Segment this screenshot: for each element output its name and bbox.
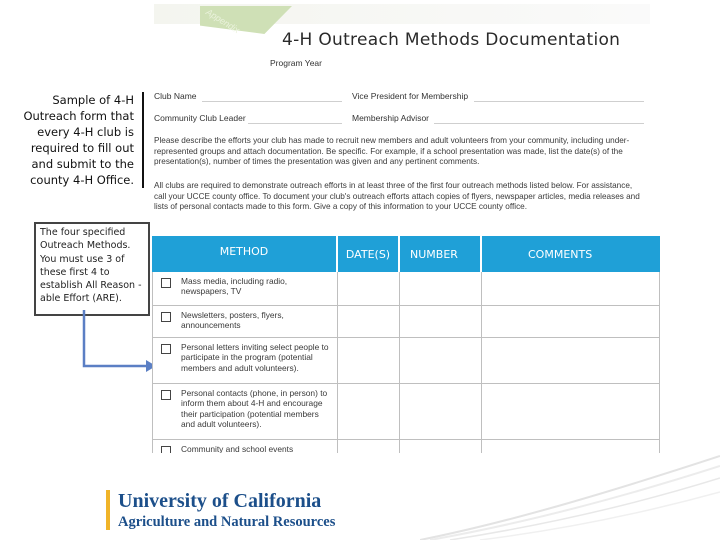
methods-table xyxy=(152,272,660,453)
table-row xyxy=(152,272,660,306)
date-cell[interactable] xyxy=(338,384,400,439)
vice-president-label: Vice President for Membership xyxy=(352,91,469,101)
method-text: Community and school events xyxy=(181,444,294,453)
vice-president-line xyxy=(474,101,644,102)
number-cell[interactable] xyxy=(400,272,482,305)
table-header xyxy=(152,236,660,272)
date-cell[interactable] xyxy=(338,306,400,337)
number-cell[interactable] xyxy=(400,338,482,383)
number-cell[interactable] xyxy=(400,384,482,439)
instructions-paragraph-1: Please describe the efforts your club has made to recruit new members and adult volunteers from your community, including under-represented groups and attach documentation. Be specific. For example, if a school presentation was made, list the date(s) of the presentation(s), number of times the presentation was given and any pertinent comments. xyxy=(154,136,630,167)
appendix-label: Appendix xyxy=(204,6,242,36)
checkbox[interactable] xyxy=(161,312,171,322)
checkbox[interactable] xyxy=(161,278,171,288)
number-cell[interactable] xyxy=(400,306,482,337)
uc-logo-bar xyxy=(106,490,110,530)
club-name-label: Club Name xyxy=(154,91,197,101)
comments-cell[interactable] xyxy=(482,272,660,305)
number-header: NUMBER xyxy=(400,236,482,272)
method-text: Mass media, including radio, newspapers, TV xyxy=(181,276,288,297)
checkbox[interactable] xyxy=(161,390,171,400)
instructions-paragraph-2: All clubs are required to demonstrate outreach efforts in at least three of the first four outreach methods listed below. For assistance, call your UCCE county office. To document your club's outreach efforts attach copies of flyers, newspaper articles, media releases and lists of personal contacts made to this form. Give a copy of this information to your UCCE county office. xyxy=(154,181,640,212)
checkbox[interactable] xyxy=(161,446,171,453)
membership-advisor-label: Membership Advisor xyxy=(352,113,430,123)
division-name: Agriculture and Natural Resources xyxy=(118,514,336,530)
date-cell[interactable] xyxy=(338,440,400,453)
decorative-swoosh-icon xyxy=(420,452,720,540)
method-header: METHOD xyxy=(152,236,338,272)
checkbox[interactable] xyxy=(161,344,171,354)
membership-advisor-line xyxy=(434,123,644,124)
date-cell[interactable] xyxy=(338,272,400,305)
community-leader-label: Community Club Leader xyxy=(154,113,246,123)
outreach-form-note: Sample of 4-H Outreach form that every 4-H club is required to fill out and submit to the county 4-H Office. xyxy=(14,92,144,188)
comments-cell[interactable] xyxy=(482,338,660,383)
comments-header: COMMENTS xyxy=(528,247,593,261)
table-row xyxy=(152,384,660,440)
table-row xyxy=(152,338,660,384)
method-text: Newsletters, posters, flyers, announcements xyxy=(181,310,284,331)
method-text: Personal letters inviting select people to participate in the program (potential members and adult volunteers). xyxy=(181,342,329,373)
comments-cell[interactable] xyxy=(482,306,660,337)
form-title: 4-H Outreach Methods Documentation xyxy=(282,30,621,50)
university-name: University of California xyxy=(118,490,322,512)
method-text: Personal contacts (phone, in person) to inform them about 4-H and encourage their participation (potential members and adult volunteers). xyxy=(181,388,328,430)
dates-header: DATE(S) xyxy=(338,236,400,272)
comments-cell[interactable] xyxy=(482,384,660,439)
date-cell[interactable] xyxy=(338,338,400,383)
four-methods-note: The four specified Outreach Methods. You must use 3 of these first 4 to establish All Reason -able Effort (ARE). xyxy=(34,222,150,316)
outreach-form-document xyxy=(152,0,660,453)
pointer-arrow-icon xyxy=(80,310,160,374)
program-year-label: Program Year xyxy=(270,58,322,68)
club-name-line xyxy=(202,101,342,102)
community-leader-line xyxy=(248,123,342,124)
table-row xyxy=(152,306,660,338)
